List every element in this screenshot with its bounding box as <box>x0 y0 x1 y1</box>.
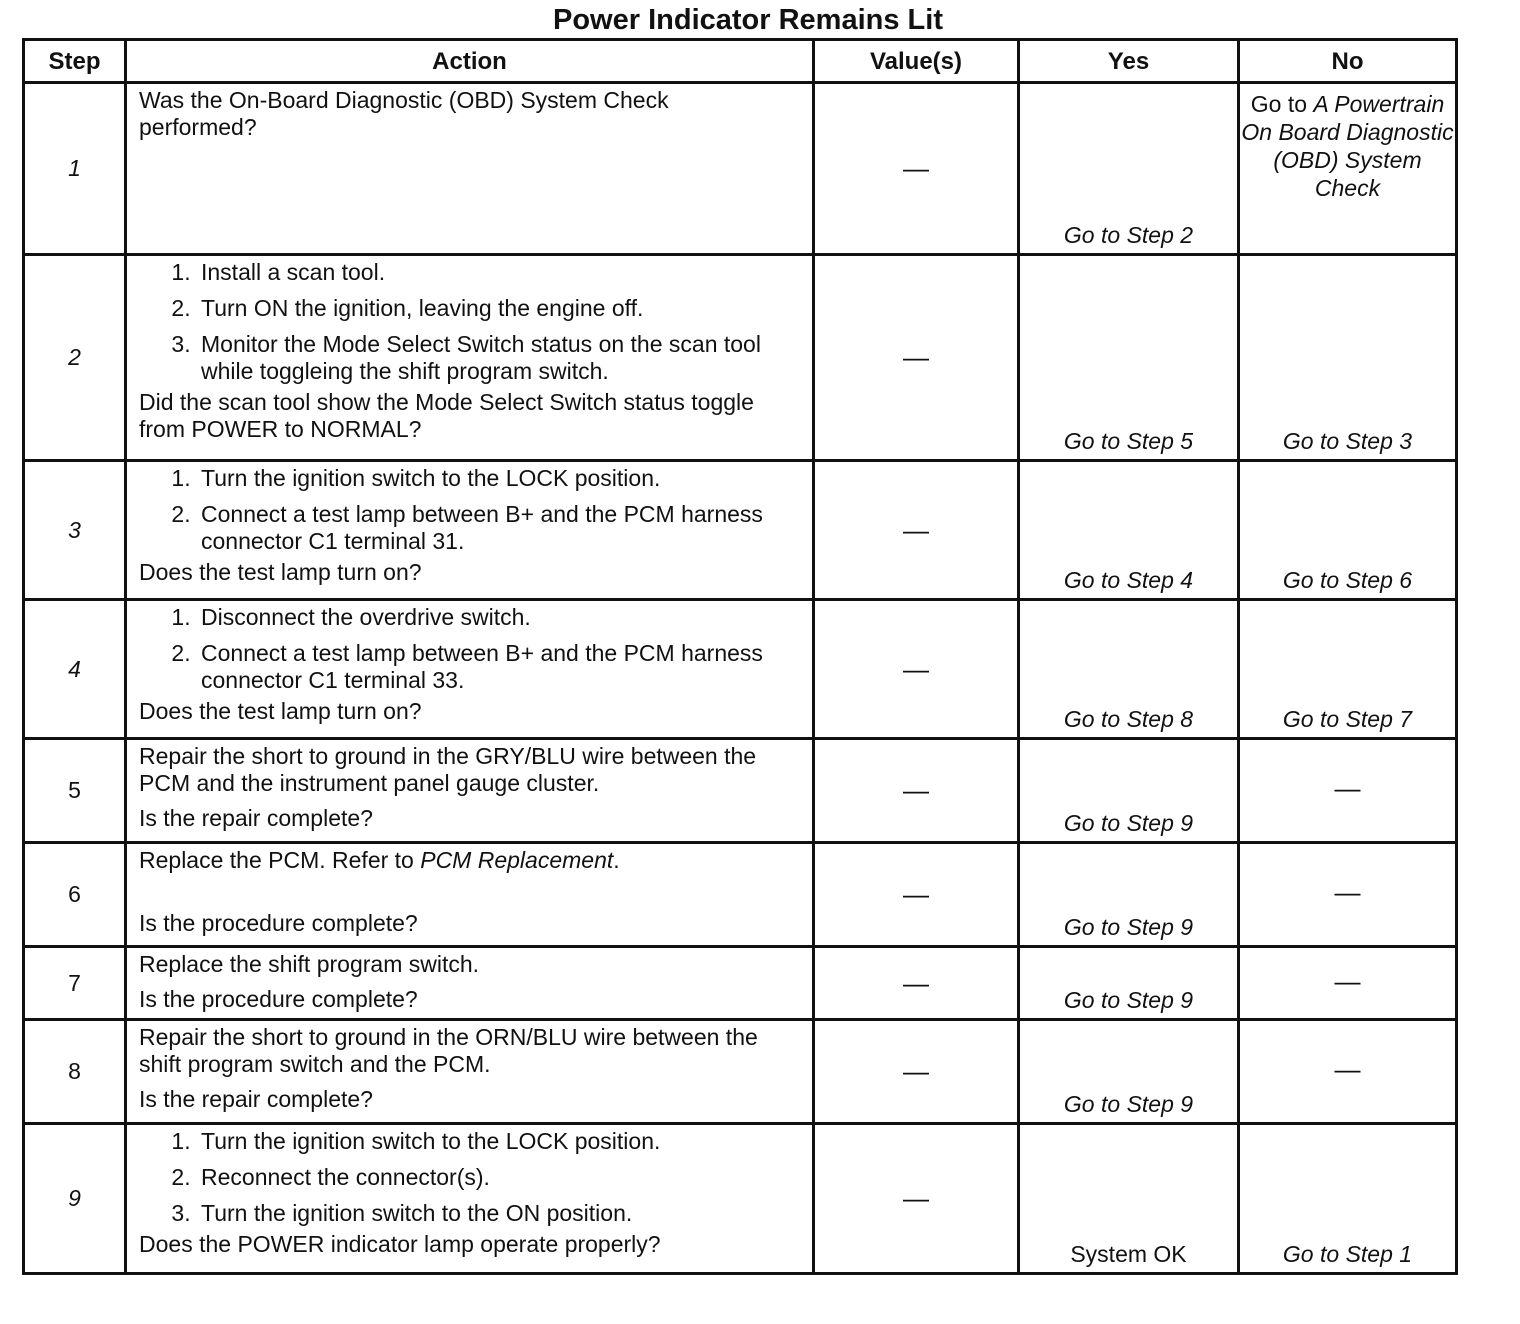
no-reference: A Powertrain On Board Diagnostic (OBD) System Check <box>1241 91 1454 201</box>
page-title: Power Indicator Remains Lit <box>553 4 943 36</box>
table-row <box>24 843 1457 947</box>
action-list <box>139 465 804 555</box>
no-cell: Go to Step 7 <box>1239 600 1457 739</box>
action-intro <box>139 847 804 874</box>
no-cell: Go to Step 1 <box>1239 1124 1457 1274</box>
value-cell: — <box>814 83 1019 255</box>
action-cell <box>126 947 814 1020</box>
action-cell <box>126 843 814 947</box>
step-number: 3 <box>24 461 126 600</box>
action-intro: Repair the short to ground in the ORN/BLU wire between the shift program switch and the PCM. <box>139 1024 758 1077</box>
yes-cell: Go to Step 4 <box>1019 461 1239 600</box>
value-cell: — <box>814 255 1019 461</box>
value-cell: — <box>814 739 1019 843</box>
yes-cell: Go to Step 2 <box>1019 83 1239 255</box>
action-cell <box>126 1124 814 1274</box>
action-item: 2. Connect a test lamp between B+ and the PCM harness connector C1 terminal 33. <box>197 640 804 694</box>
action-cell <box>126 600 814 739</box>
yes-cell: Go to Step 9 <box>1019 843 1239 947</box>
no-cell: — <box>1239 739 1457 843</box>
table-row <box>24 255 1457 461</box>
step-number: 4 <box>24 600 126 739</box>
step-number: 5 <box>24 739 126 843</box>
action-item: 3. Turn the ignition switch to the ON position. <box>197 1200 804 1227</box>
action-cell <box>126 1020 814 1124</box>
no-prefix: Go to <box>1250 91 1314 117</box>
action-question: Did the scan tool show the Mode Select Switch status toggle from POWER to NORMAL? <box>139 389 754 442</box>
action-cell <box>126 255 814 461</box>
value-cell: — <box>814 1124 1019 1274</box>
yes-cell: Go to Step 9 <box>1019 1020 1239 1124</box>
table-row <box>24 600 1457 739</box>
action-question: Is the repair complete? <box>139 805 373 831</box>
step-number: 7 <box>24 947 126 1020</box>
step-number: 8 <box>24 1020 126 1124</box>
action-item: 1. Disconnect the overdrive switch. <box>197 604 804 631</box>
step-number: 1 <box>24 83 126 255</box>
header-step: Step <box>24 40 126 83</box>
reference-link: PCM Replacement <box>420 847 614 873</box>
action-question: Is the procedure complete? <box>139 986 418 1012</box>
action-item: 2. Turn ON the ignition, leaving the engine off. <box>197 295 804 322</box>
action-item: 1. Turn the ignition switch to the LOCK position. <box>197 1128 804 1155</box>
value-cell: — <box>814 461 1019 600</box>
no-cell: — <box>1239 843 1457 947</box>
action-item: 1. Install a scan tool. <box>197 259 804 286</box>
action-list <box>139 604 804 694</box>
action-item: 2. Connect a test lamp between B+ and the PCM harness connector C1 terminal 31. <box>197 501 804 555</box>
action-item: 3. Monitor the Mode Select Switch status on the scan tool while toggleing the shift program switch. <box>197 331 804 385</box>
step-number: 6 <box>24 843 126 947</box>
table-row <box>24 947 1457 1020</box>
yes-cell: Go to Step 9 <box>1019 739 1239 843</box>
action-intro: Repair the short to ground in the GRY/BLU wire between the PCM and the instrument panel gauge cluster. <box>139 743 757 796</box>
no-cell: — <box>1239 1020 1457 1124</box>
action-question: Does the test lamp turn on? <box>139 698 422 724</box>
step-number: 2 <box>24 255 126 461</box>
action-question: Is the repair complete? <box>139 1086 373 1112</box>
value-cell: — <box>814 600 1019 739</box>
action-intro: Was the On-Board Diagnostic (OBD) System Check performed? <box>139 87 669 140</box>
action-list <box>139 1128 804 1227</box>
yes-cell: Go to Step 8 <box>1019 600 1239 739</box>
no-cell <box>1239 83 1457 255</box>
action-list <box>139 259 804 385</box>
value-cell: — <box>814 843 1019 947</box>
action-item: 1. Turn the ignition switch to the LOCK position. <box>197 465 804 492</box>
table-row <box>24 1124 1457 1274</box>
intro-end: . <box>613 847 620 873</box>
header-row <box>24 40 1457 83</box>
intro-text: Replace the PCM. Refer to <box>139 847 421 873</box>
yes-cell: Go to Step 5 <box>1019 255 1239 461</box>
action-cell <box>126 83 814 255</box>
action-cell <box>126 739 814 843</box>
no-cell: Go to Step 6 <box>1239 461 1457 600</box>
table-row <box>24 1020 1457 1124</box>
diagnostic-table <box>22 38 1458 1275</box>
header-yes: Yes <box>1019 40 1239 83</box>
action-question: Does the test lamp turn on? <box>139 559 422 585</box>
header-no: No <box>1239 40 1457 83</box>
action-cell <box>126 461 814 600</box>
table-row <box>24 739 1457 843</box>
header-action: Action <box>126 40 814 83</box>
value-cell: — <box>814 1020 1019 1124</box>
table-row <box>24 83 1457 255</box>
yes-cell: Go to Step 9 <box>1019 947 1239 1020</box>
yes-cell: System OK <box>1019 1124 1239 1274</box>
header-values: Value(s) <box>814 40 1019 83</box>
no-cell: — <box>1239 947 1457 1020</box>
table-row <box>24 461 1457 600</box>
value-cell: — <box>814 947 1019 1020</box>
no-cell: Go to Step 3 <box>1239 255 1457 461</box>
action-item: 2. Reconnect the connector(s). <box>197 1164 804 1191</box>
action-question: Is the procedure complete? <box>139 910 418 936</box>
step-number: 9 <box>24 1124 126 1274</box>
action-question: Does the POWER indicator lamp operate properly? <box>139 1231 661 1257</box>
action-intro: Replace the shift program switch. <box>139 951 480 977</box>
